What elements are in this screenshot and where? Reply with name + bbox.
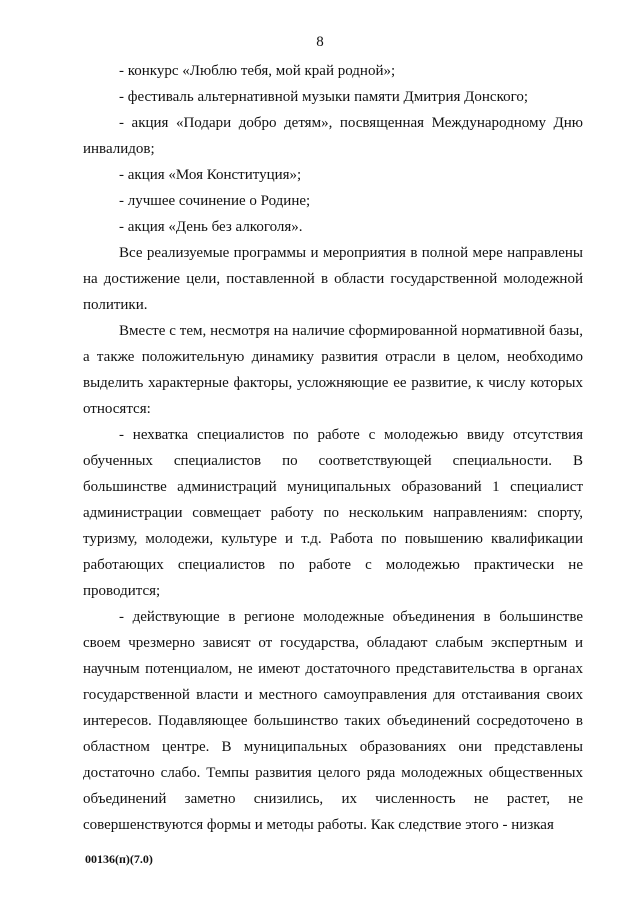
list-item: - конкурс «Люблю тебя, мой край родной»; (119, 63, 396, 79)
paragraph: Вместе с тем, несмотря на наличие сформированной нормативной базы, а также положительную динамику развития отрасли в целом, необходимо выделить характерные факторы, усложняющие ее развитие, к числу которых относятся: (83, 323, 583, 417)
paragraph: - нехватка специалистов по работе с молодежью ввиду отсутствия обученных специалистов по соответствующей специальности. В большинстве администраций муниципальных образований 1 специалист администрации совмещает работу по нескольким направлениям: спорту, туризму, молодежи, культуре и т.д. Работа по повышению квалификации работающих специалистов по работе с молодежью практически не проводится; (83, 427, 583, 599)
list-item: - акция «Моя Конституция»; (119, 167, 302, 183)
list-item: - фестиваль альтернативной музыки памяти Дмитрия Донского; (119, 89, 529, 105)
list-item: - акция «Подари добро детям», посвященная Международному Дню инвалидов; (83, 115, 583, 157)
event-list (83, 58, 583, 240)
document-body (83, 58, 583, 838)
list-item: - лучшее сочинение о Родине; (119, 193, 311, 209)
paragraph: Все реализуемые программы и мероприятия в полной мере направлены на достижение цели, поставленной в области государственной молодежной политики. (83, 245, 583, 313)
document-code: 00136(п)(7.0) (85, 852, 153, 866)
paragraph: - действующие в регионе молодежные объединения в большинстве своем чрезмерно зависят от государства, обладают слабым экспертным и научным потенциалом, не имеют достаточного представительства в органах государственной власти и местного самоуправления для отстаивания своих интересов. Подавляющее большинство таких объединений сосредоточено в областном центре. В муниципальных образованиях они представлены достаточно слабо. Темпы развития целого ряда молодежных общественных объединений заметно снизились, их численность не растет, не совершенствуются формы и методы работы. Как следствие этого - низкая (83, 609, 583, 833)
page-number: 8 (316, 34, 324, 50)
list-item: - акция «День без алкоголя». (119, 219, 303, 235)
